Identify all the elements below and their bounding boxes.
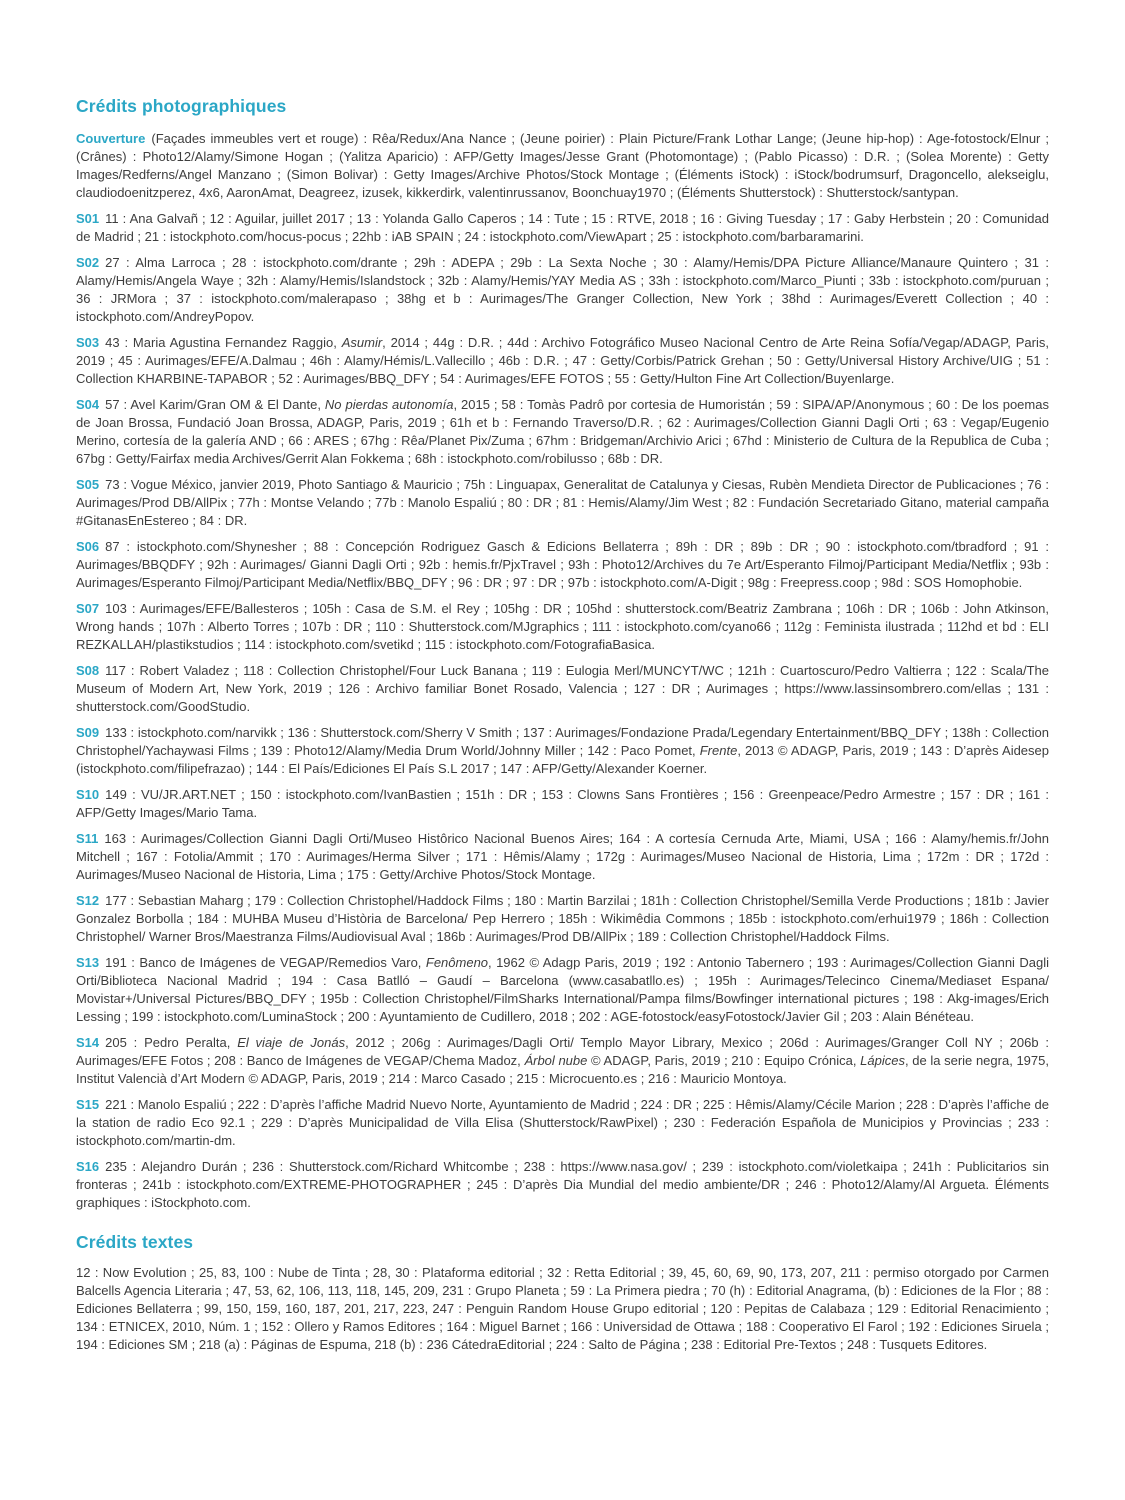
credit-label: S06 bbox=[76, 539, 100, 554]
photo-credits-title: Crédits photographiques bbox=[76, 96, 287, 116]
credit-text: 235 : Alejandro Durán ; 236 : Shutterstock.com/Richard Whitcombe ; 238 : https://www.nasa.gov/ ; 239 : istockphoto.com/violetkaipa ; 241h : Publicitarios sin fronteras ; 241b : istockphoto.com/EXTREME-PHOTOGRAPHER ; 245 : D’après Dia Mundial del medio ambiente/DR ; 246 : Photo12/Alamy/Al Argueta. Éléments graphiques : iStockphoto.com. bbox=[76, 1159, 1049, 1210]
photo-credit-paragraph bbox=[76, 476, 1049, 530]
photo-credit-paragraph bbox=[76, 254, 1049, 326]
credit-label: S09 bbox=[76, 725, 100, 740]
credit-text: 149 : VU/JR.ART.NET ; 150 : istockphoto.com/IvanBastien ; 151h : DR ; 153 : Clowns Sans Frontières ; 156 : Greenpeace/Pedro Armestre ; 157 : DR ; 161 : AFP/Getty Images/Mario Tama. bbox=[76, 787, 1049, 820]
credit-text: 205 : Pedro Peralta, El viaje de Jonás, 2012 ; 206g : Aurimages/Dagli Orti/ Templo Mayor Library, Mexico ; 206d : Aurimages/Granger Coll NY ; 206b : Aurimages/EFE Fotos ; 208 : Banco de Imágenes de VEGAP/Chema Madoz, Árbol nube © ADAGP, Paris, 2019 ; 210 : Equipo Crónica, Lápices, de la serie negra, 1975, Institut Valencià d’Art Modern © ADAGP, Paris, 2019 ; 214 : Marco Casado ; 215 : Microcuento.es ; 216 : Mauricio Montoya. bbox=[76, 1035, 1049, 1086]
text-credits-paragraph bbox=[76, 1264, 1049, 1354]
photo-credit-paragraph bbox=[76, 538, 1049, 592]
text-credits-title: Crédits textes bbox=[76, 1232, 194, 1252]
credit-label: S14 bbox=[76, 1035, 100, 1050]
photo-credit-paragraph bbox=[76, 1158, 1049, 1212]
credit-text: 43 : Maria Agustina Fernandez Raggio, Asumir, 2014 ; 44g : D.R. ; 44d : Archivo Fotográfico Museo Nacional Centro de Arte Reina Sofía/Vegap/ADAGP, Paris, 2019 ; 45 : Aurimages/EFE/A.Dalmau ; 46h : Alamy/Hémis/L.Vallecillo ; 46b : D.R. ; 47 : Getty/Corbis/Patrick Grehan ; 50 : Getty/Universal History Archive/UIG ; 51 : Collection KHARBINE-TAPABOR ; 52 : Aurimages/BBQ_DFY ; 54 : Aurimages/EFE FOTOS ; 55 : Getty/Hulton Fine Art Collection/Buyenlarge. bbox=[76, 335, 1049, 386]
credit-label: S13 bbox=[76, 955, 100, 970]
credit-label: S12 bbox=[76, 893, 100, 908]
credit-text: 221 : Manolo Espaliú ; 222 : D’après l’affiche Madrid Nuevo Norte, Ayuntamiento de Madrid ; 224 : DR ; 225 : Hêmis/Alamy/Cécile Marion ; 228 : D’après l’affiche de la station de radio Eco 92.1 ; 229 : D’après Municipalidad de Villa Elisa (Shutterstock/RawPixel) ; 230 : Federación Española de Municipios y Provincias ; 233 : istockphoto.com/martin-dm. bbox=[76, 1097, 1049, 1148]
photo-credit-paragraph bbox=[76, 830, 1049, 884]
credit-text: 163 : Aurimages/Collection Gianni Dagli Orti/Museo Histôrico Nacional Buenos Aires; 164 : A cortesía Cernuda Arte, Miami, USA ; 166 : Alamy/hemis.fr/John Mitchell ; 167 : Fotolia/Ammit ; 170 : Aurimages/Herma Silver ; 171 : Hêmis/Alamy ; 172g : Aurimages/Museo Nacional de Historia, Lima ; 172m : DR ; 172d : Aurimages/Museo Nacional de Historia, Lima ; 175 : Getty/Archive Photos/Stock Montage. bbox=[76, 831, 1049, 882]
credit-label: S04 bbox=[76, 397, 100, 412]
credit-text: 27 : Alma Larroca ; 28 : istockphoto.com/drante ; 29h : ADEPA ; 29b : La Sexta Noche ; 30 : Alamy/Hemis/DPA Picture Alliance/Manaure Quintero ; 31 : Alamy/Hemis/Angela Waye ; 32h : Alamy/Hemis/Islandstock ; 32b : Alamy/Hemis/YAY Media AS ; 33h : istockphoto.com/Marco_Piunti ; 33b : istockphoto.com/puruan ; 36 : JRMora ; 37 : istockphoto.com/malerapaso ; 38hg et b : Aurimages/The Granger Collection, New York ; 38hd : Aurimages/Everett Collection ; 40 : istockphoto.com/AndreyPopov. bbox=[76, 255, 1049, 324]
credit-label: S16 bbox=[76, 1159, 100, 1174]
photo-credit-paragraph bbox=[76, 662, 1049, 716]
photo-credit-paragraph bbox=[76, 600, 1049, 654]
photo-credit-paragraph bbox=[76, 396, 1049, 468]
credit-label: S11 bbox=[76, 831, 99, 846]
credit-label: S05 bbox=[76, 477, 100, 492]
photo-credit-paragraph bbox=[76, 892, 1049, 946]
photo-credit-paragraph bbox=[76, 1034, 1049, 1088]
credit-label: S08 bbox=[76, 663, 100, 678]
credit-text: 87 : istockphoto.com/Shynesher ; 88 : Concepción Rodriguez Gasch & Edicions Bellaterra ; 89h : DR ; 89b : DR ; 90 : istockphoto.com/tbradford ; 91 : Aurimages/BBQDFY ; 92h : Aurimages/ Gianni Dagli Orti ; 92b : hemis.fr/PjxTravel ; 93h : Photo12/Archives du 7e Art/Esperanto Filmoj/Participant Media/Netflix ; 93b : Aurimages/Esperanto Filmoj/Participant Media/Netflix/BBQ_DFY ; 96 : DR ; 97 : DR ; 97b : istockphoto.com/A-Digit ; 98g : Freepress.coop ; 98d : SOS Homophobie. bbox=[76, 539, 1049, 590]
photo-credit-paragraph bbox=[76, 210, 1049, 246]
credit-text: 11 : Ana Galvañ ; 12 : Aguilar, juillet 2017 ; 13 : Yolanda Gallo Caperos ; 14 : Tute ; 15 : RTVE, 2018 ; 16 : Giving Tuesday ; 17 : Gaby Herbstein ; 20 : Comunidad de Madrid ; 21 : istockphoto.com/hocus-pocus ; 22hb : iAB SPAIN ; 24 : istockphoto.com/ViewApart ; 25 : istockphoto.com/barbaramarini. bbox=[76, 211, 1049, 244]
credit-label: S01 bbox=[76, 211, 100, 226]
photo-credit-paragraph bbox=[76, 724, 1049, 778]
credit-text: 177 : Sebastian Maharg ; 179 : Collection Christophel/Haddock Films ; 180 : Martin Barzilai ; 181h : Collection Christophel/Semilla Verde Productions ; 181b : Javier Gonzalez Borbolla ; 184 : MUHBA Museu d’Història de Barcelona/ Pep Herrero ; 185h : Wikimêdia Commons ; 185b : istockphoto.com/erhui1979 ; 186h : Collection Christophel/ Warner Bros/Maestranza Films/Audiovisual Aval ; 186b : Aurimages/Prod DB/AllPix ; 189 : Collection Christophel/Haddock Films. bbox=[76, 893, 1049, 944]
credit-text: 12 : Now Evolution ; 25, 83, 100 : Nube de Tinta ; 28, 30 : Plataforma editorial ; 32 : Retta Editorial ; 39, 45, 60, 69, 90, 173, 207, 211 : permiso otorgado por Carmen Balcells Agencia Literaria ; 47, 53, 62, 106, 113, 118, 145, 209, 231 : Grupo Planeta ; 59 : La Primera piedra ; 70 (h) : Editorial Anagrama, (b) : Ediciones de la Flor ; 88 : Ediciones Bellaterra ; 99, 150, 159, 160, 187, 201, 217, 223, 247 : Penguin Random House Grupo editorial ; 120 : Pepitas de Calabaza ; 129 : Editorial Renacimiento ; 134 : ETNICEX, 2010, Núm. 1 ; 152 : Ollero y Ramos Editores ; 164 : Miguel Barnet ; 166 : Universidad de Ottawa ; 188 : Cooperativo El Farol ; 192 : Ediciones Siruela ; 194 : Ediciones SM ; 218 (a) : Páginas de Espuma, 218 (b) : 236 CátedraEditorial ; 224 : Salto de Página ; 238 : Editorial Pre-Textos ; 248 : Tusquets Editores. bbox=[76, 1265, 1049, 1352]
credit-label: Couverture bbox=[76, 131, 146, 146]
photo-credit-paragraph bbox=[76, 130, 1049, 202]
credit-text: (Façades immeubles vert et rouge) : Rêa/Redux/Ana Nance ; (Jeune poirier) : Plain Picture/Frank Lothar Lange; (Jeune hip-hop) : Age-fotostock/Elnur ; (Crânes) : Photo12/Alamy/Simone Hogan ; (Yalitza Aparicio) : AFP/Getty Images/Jesse Grant (Photomontage) ; (Pablo Picasso) : D.R. ; (Solea Morente) : Getty Images/Redferns/Angel Manzano ; (Simon Bolivar) : Getty Images/Archive Photos/Stock Montage ; (Éléments iStock) : iStock/bodrumsurf, Dragoncello, alekseiglu, claudiodoenitzperez, 4x6, AaronAmat, Deagreez, izusek, kikkerdirk, valentinrussanov, Boonchuay1970 ; (Éléments Shutterstock) : Shutterstock/santypan. bbox=[76, 131, 1049, 200]
photo-credit-paragraph bbox=[76, 786, 1049, 822]
credit-text: 191 : Banco de Imágenes de VEGAP/Remedios Varo, Fenômeno, 1962 © Adagp Paris, 2019 ; 192 : Antonio Tabernero ; 193 : Aurimages/Collection Gianni Dagli Orti/Biblioteca Nacional Madrid ; 194 : Casa Batlló – Gaudí – Barcelona (www.casabatllo.es) ; 195h : Aurimages/Telecinco Cinema/Mediaset Espana/ Movistar+/Universal Pictures/BBQ_DFY ; 195b : Collection Christophel/FilmSharks International/Pampa films/Bowfinger international pictures ; 198 : Akg-images/Erich Lessing ; 199 : istockphoto.com/LuminaStock ; 200 : Ayuntamiento de Cudillero, 2018 ; 202 : AGE-fotostock/easyFotostock/Javier Gil ; 203 : Alain Bénéteau. bbox=[76, 955, 1050, 1024]
photo-credit-paragraph bbox=[76, 334, 1049, 388]
credit-text: 103 : Aurimages/EFE/Ballesteros ; 105h : Casa de S.M. el Rey ; 105hg : DR ; 105hd : shutterstock.com/Beatriz Zambrana ; 106h : DR ; 106b : John Atkinson, Wrong hands ; 107h : Alberto Torres ; 107b : DR ; 110 : Shutterstock.com/MJgraphics ; 111 : istockphoto.com/cyano66 ; 112g : Feminista ilustrada ; 112hd et bd : ELI REZKALLAH/plastikstudios ; 114 : istockphoto.com/svetikd ; 115 : istockphoto.com/FotografiaBasica. bbox=[76, 601, 1049, 652]
credit-label: S07 bbox=[76, 601, 100, 616]
credit-label: S15 bbox=[76, 1097, 100, 1112]
credit-label: S02 bbox=[76, 255, 100, 270]
photo-credit-paragraph bbox=[76, 1096, 1049, 1150]
credit-label: S10 bbox=[76, 787, 100, 802]
credit-text: 57 : Avel Karim/Gran OM & El Dante, No pierdas autonomía, 2015 ; 58 : Tomàs Padrô por cortesia de Humoristán ; 59 : SIPA/AP/Anonymous ; 60 : De los poemas de Joan Brossa, Fundació Joan Brossa, ADAGP, Paris, 2019 ; 61h et b : Fernando Traverso/D.R. ; 62 : Aurimages/Collection Gianni Dagli Orti ; 63 : Vegap/Eugenio Merino, cortesía de la galería AND ; 66 : ARES ; 67hg : Rêa/Planet Pix/Zuma ; 67hm : Bridgeman/Archivio Arici ; 67hd : Ministerio de Cultura de la Republica de Cuba ; 67bg : Getty/Fairfax media Archives/Gerrit Alan Fokkema ; 68h : istockphoto.com/robilusso ; 68b : DR. bbox=[76, 397, 1049, 466]
credit-text: 133 : istockphoto.com/narvikk ; 136 : Shutterstock.com/Sherry V Smith ; 137 : Aurimages/Fondazione Prada/Legendary Entertainment/BBQ_DFY ; 138h : Collection Christophel/Yachaywasi Films ; 139 : Photo12/Alamy/Media Drum World/Johnny Miller ; 142 : Paco Pomet, Frente, 2013 © ADAGP, Paris, 2019 ; 143 : D’après Aidesep (istockphoto.com/filipefrazao) ; 144 : El País/Ediciones El País S.L 2017 ; 147 : AFP/Getty/Alexander Koerner. bbox=[76, 725, 1049, 776]
credit-text: 73 : Vogue México, janvier 2019, Photo Santiago & Mauricio ; 75h : Linguapax, Generalitat de Catalunya y Ciesas, Rubèn Mendieta Director de Publicaciones ; 76 : Aurimages/Prod DB/AllPix ; 77h : Montse Velando ; 77b : Manolo Espaliú ; 80 : DR ; 81 : Hemis/Alamy/Jim West ; 82 : Fundación Secretariado Gitano, material campaña #GitanasEnEstereo ; 84 : DR. bbox=[76, 477, 1049, 528]
photo-credit-paragraph bbox=[76, 954, 1049, 1026]
credit-label: S03 bbox=[76, 335, 100, 350]
credit-text: 117 : Robert Valadez ; 118 : Collection Christophel/Four Luck Banana ; 119 : Eulogia Merl/MUNCYT/WC ; 121h : Cuartoscuro/Pedro Valtierra ; 122 : Scala/The Museum of Modern Art, New York, 2019 ; 126 : Archivo familiar Bonet Rosado, Valencia ; 127 : DR ; Aurimages ; https://www.lassinsombrero.com/ellas ; 131 : shutterstock.com/GoodStudio. bbox=[76, 663, 1049, 714]
